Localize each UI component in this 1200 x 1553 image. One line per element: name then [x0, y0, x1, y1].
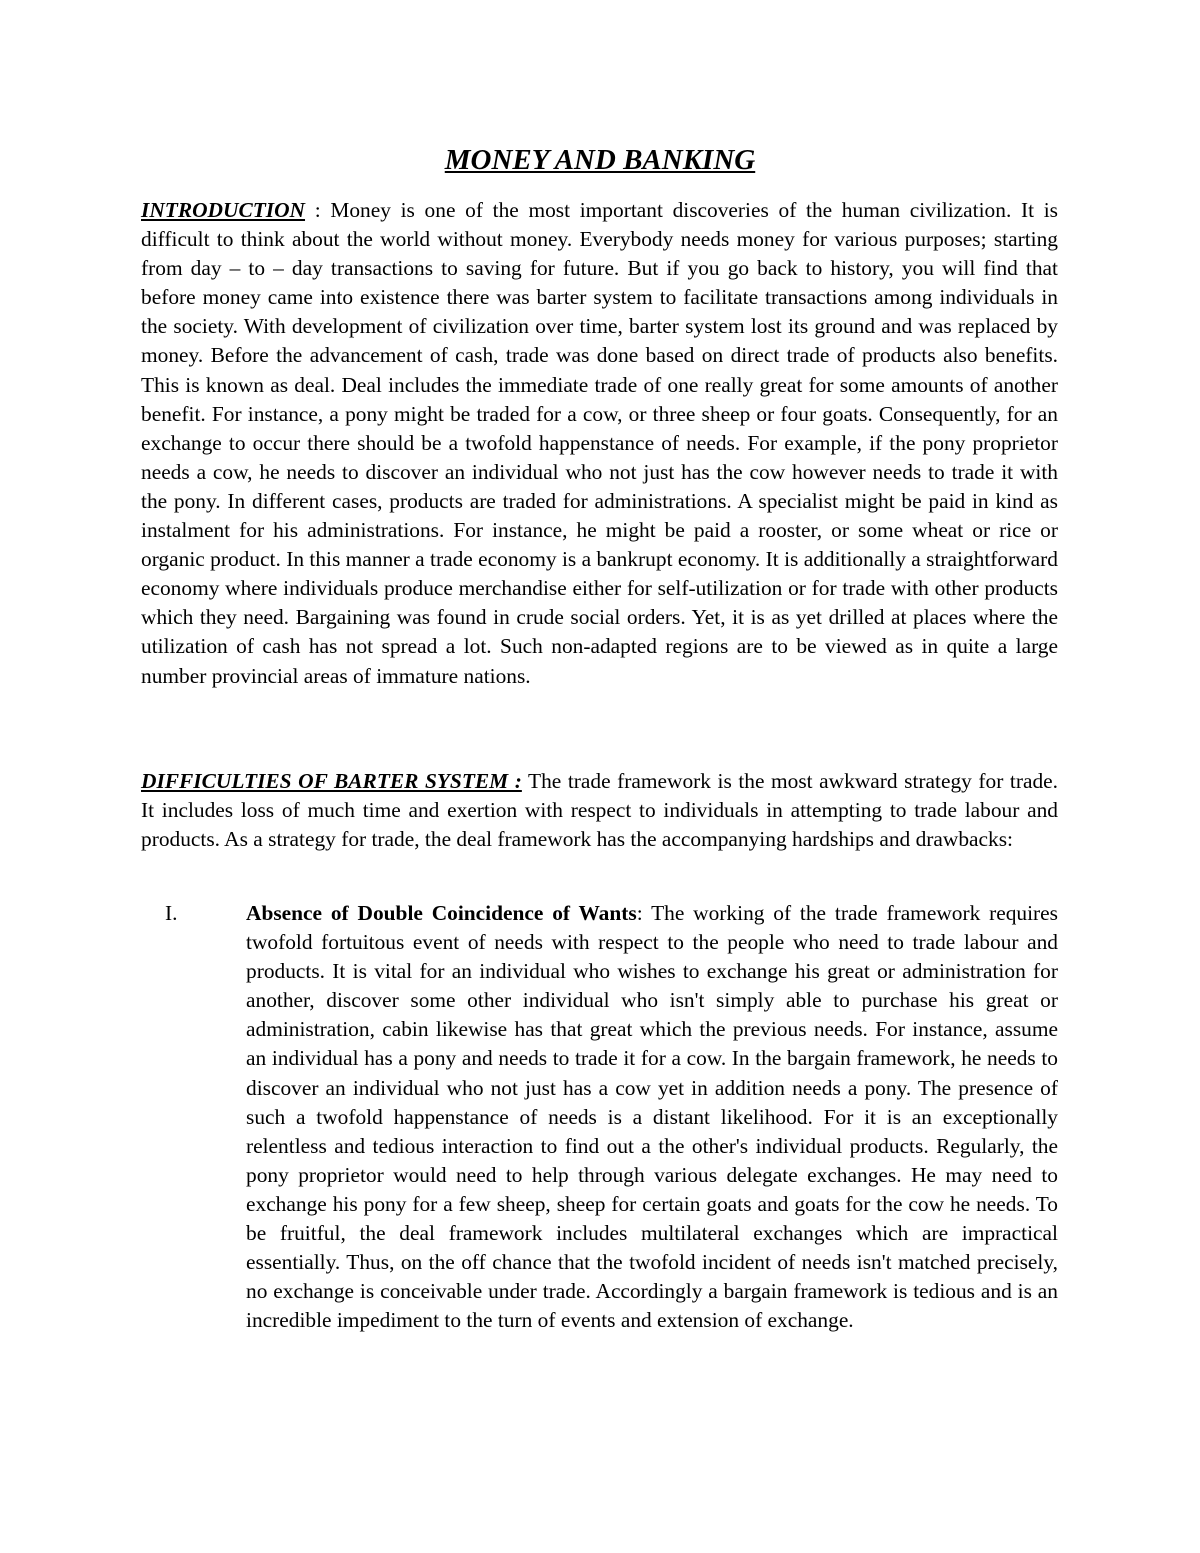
document-title: MONEY AND BANKING — [444, 144, 756, 176]
difficulties-paragraph — [141, 767, 1058, 854]
list-item-term: Absence of Double Coincidence of Wants — [246, 901, 637, 925]
introduction-paragraph — [141, 196, 1058, 691]
list-item — [141, 899, 1058, 1335]
difficulties-heading: DIFFICULTIES OF BARTER SYSTEM : — [141, 769, 522, 793]
list-item-text: : The working of the trade framework requires twofold fortuitous event of needs with respect to the people who need to trade labour and products. It is vital for an individual who wishes to exchange his great or administration for another, discover some other individual who isn't simply able to purchase his great or administration, cabin likewise has that great which the previous needs. For instance, assume an individual has a pony and needs to trade it for a cow. In the bargain framework, he needs to discover an individual who not just has a cow yet in addition needs a pony. The presence of such a twofold happenstance of needs is a distant likelihood. For it is an exceptionally relentless and tedious interaction to find out a the other's individual products. Regularly, the pony proprietor would need to help through various delegate exchanges. He may need to exchange his pony for a few sheep, sheep for certain goats and goats for the cow he needs. To be fruitful, the deal framework includes multilateral exchanges which are impractical essentially. Thus, on the off chance that the twofold incident of needs isn't matched precisely, no exchange is conceivable under trade. Accordingly a bargain framework is tedious and is an incredible impediment to the turn of events and extension of exchange. — [246, 901, 1058, 1333]
introduction-heading: INTRODUCTION — [141, 198, 306, 222]
list-item-numeral: I. — [165, 901, 178, 925]
difficulties-list — [141, 899, 1058, 1335]
difficulties-text: The trade framework is the most awkward strategy for trade. It includes loss of much time and exertion with respect to individuals in attempting to trade labour and products. As a strategy for trade, the deal framework has the accompanying hardships and drawbacks: — [141, 769, 1058, 852]
introduction-separator: : — [305, 198, 331, 222]
introduction-text: Money is one of the most important discoveries of the human civilization. It is difficult to think about the world without money. Everybody needs money for various purposes; starting from day – to – day transactions to saving for future. But if you go back to history, you will find that before money came into existence there was barter system to facilitate transactions among individuals in the society. With development of civilization over time, barter system lost its ground and was replaced by money. Before the advancement of cash, trade was done based on direct trade of products also benefits. This is known as deal. Deal includes the immediate trade of one really great for some amounts of another benefit. For instance, a pony might be traded for a cow, or three sheep or four goats. Consequently, for an exchange to occur there should be a twofold happenstance of needs. For example, if the pony proprietor needs a cow, he needs to discover an individual who not just has the cow however needs to trade it with the pony. In different cases, products are traded for administrations. A specialist might be paid in kind as instalment for his administrations. For instance, he might be paid a rooster, or some wheat or rice or organic product. In this manner a trade economy is a bankrupt economy. It is additionally a straightforward economy where individuals produce merchandise either for self-utilization or for trade with other products which they need. Bargaining was found in crude social orders. Yet, it is as yet drilled at places where the utilization of cash has not spread a lot. Such non-adapted regions are to be viewed as in quite a large number provincial areas of immature nations. — [141, 198, 1058, 688]
